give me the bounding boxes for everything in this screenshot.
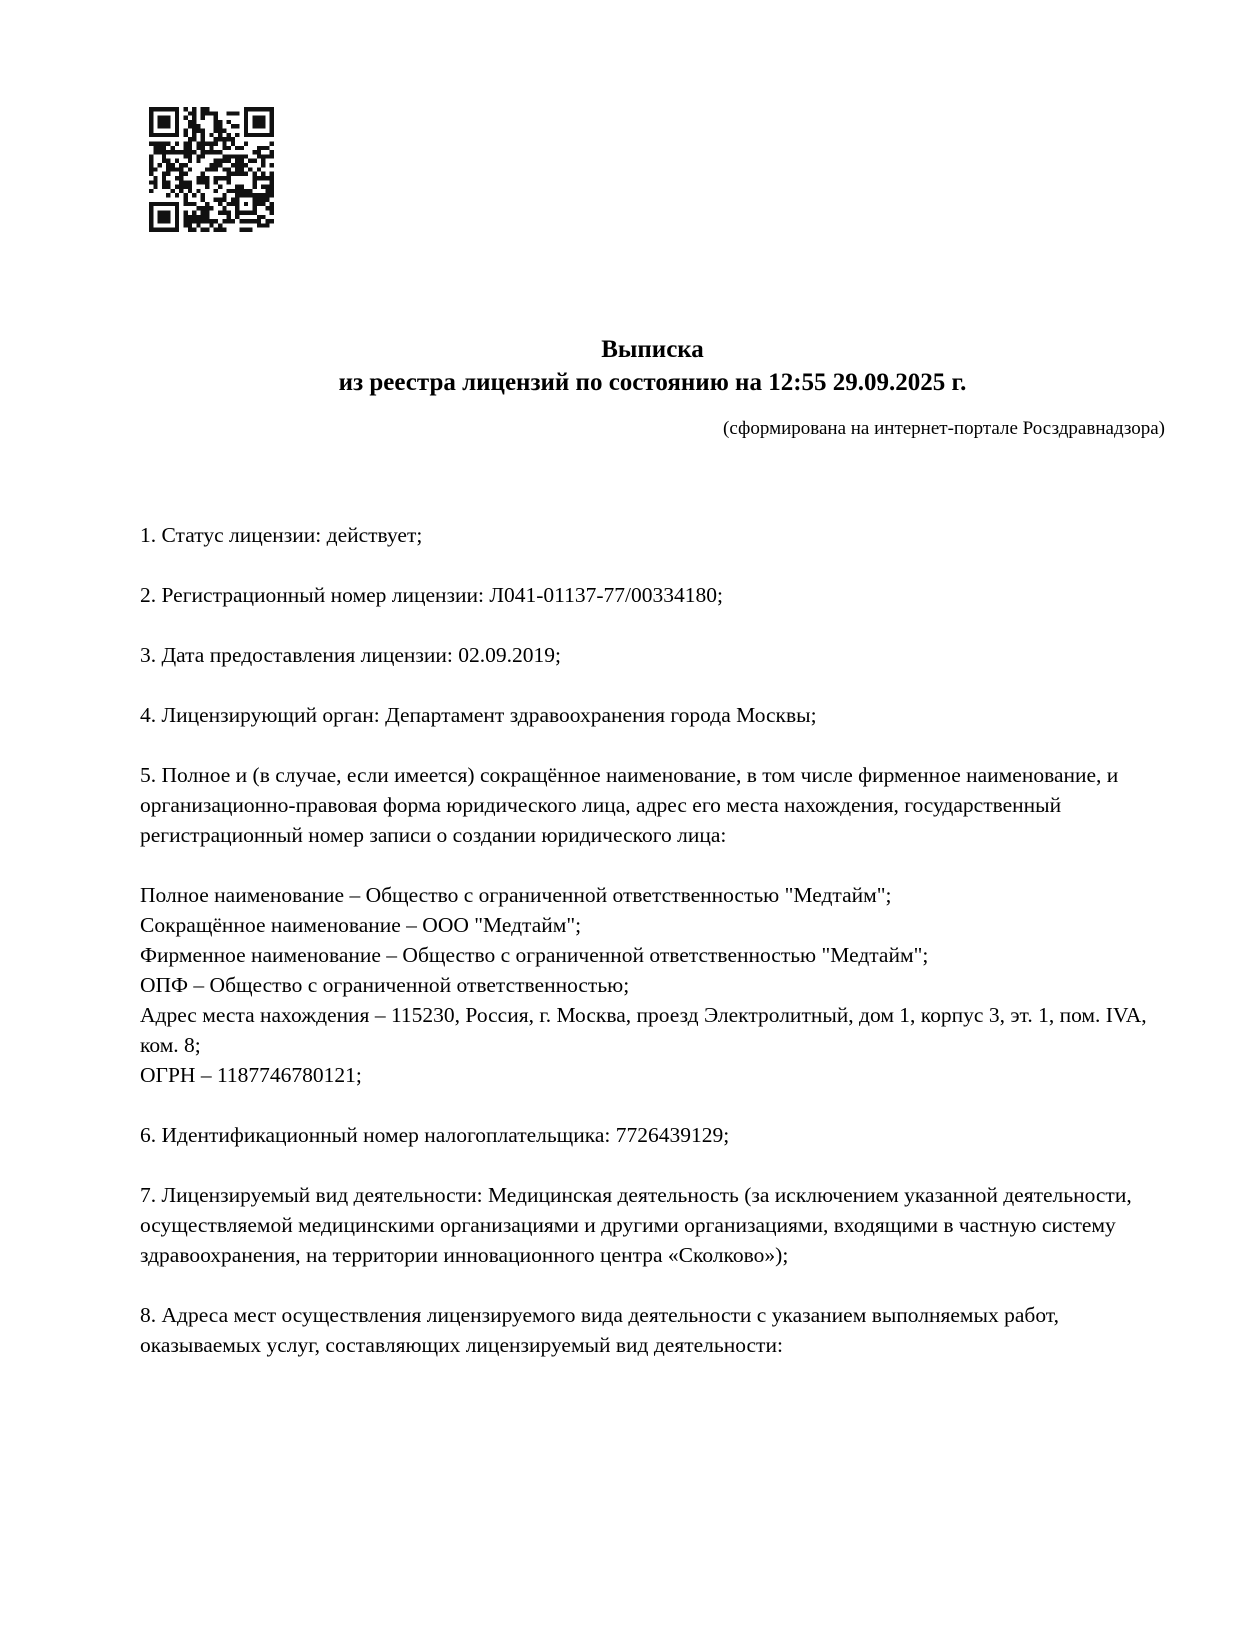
qr-code-icon — [149, 107, 274, 232]
item-taxpayer-number: 6. Идентификационный номер налогоплательщика: 7726439129; — [140, 1123, 730, 1147]
item-licensed-activity: 7. Лицензируемый вид деятельности: Медицинская деятельность (за исключением указанной деятельности, осуществляемой медицинскими организациями и другими организациями, входящими в частную систему здравоохранения, на территории инновационного центра «Сколково»); — [140, 1183, 1132, 1267]
entity-full-name: Полное наименование – Общество с ограниченной ответственностью "Медтайм"; — [140, 883, 892, 907]
entity-short-name: Сокращённое наименование – ООО "Медтайм"; — [140, 913, 582, 937]
item-license-status: 1. Статус лицензии: действует; — [140, 523, 423, 547]
entity-ogrn: ОГРН – 1187746780121; — [140, 1063, 362, 1087]
page-title — [140, 333, 1165, 399]
item-licensing-authority: 4. Лицензирующий орган: Департамент здравоохранения города Москвы; — [140, 703, 817, 727]
entity-details — [140, 880, 1165, 1090]
item-activity-addresses-heading: 8. Адреса мест осуществления лицензируемого вида деятельности с указанием выполняемых работ, оказываемых услуг, составляющих лицензируемый вид деятельности: — [140, 1303, 1059, 1357]
formation-note: (сформирована на интернет-портале Росздравнадзора) — [723, 418, 1165, 439]
entity-address: Адрес места нахождения – 115230, Россия, г. Москва, проезд Электролитный, дом 1, корпус 3, эт. 1, пом. IVA, ком. 8; — [140, 1003, 1147, 1057]
item-grant-date: 3. Дата предоставления лицензии: 02.09.2019; — [140, 643, 561, 667]
title-line-2: из реестра лицензий по состоянию на 12:55 29.09.2025 г. — [338, 369, 967, 396]
entity-legal-form: ОПФ – Общество с ограниченной ответственностью; — [140, 973, 630, 997]
title-line-1: Выписка — [601, 336, 704, 363]
document-body — [140, 520, 1165, 1390]
item-entity-info-heading: 5. Полное и (в случае, если имеется) сокращённое наименование, в том числе фирменное наименование, и организационно-правовая форма юридического лица, адрес его места нахождения, государственный регистрационный номер записи о создании юридического лица: — [140, 763, 1119, 847]
entity-brand-name: Фирменное наименование – Общество с ограниченной ответственностью "Медтайм"; — [140, 943, 929, 967]
item-registration-number: 2. Регистрационный номер лицензии: Л041-01137-77/00334180; — [140, 583, 723, 607]
